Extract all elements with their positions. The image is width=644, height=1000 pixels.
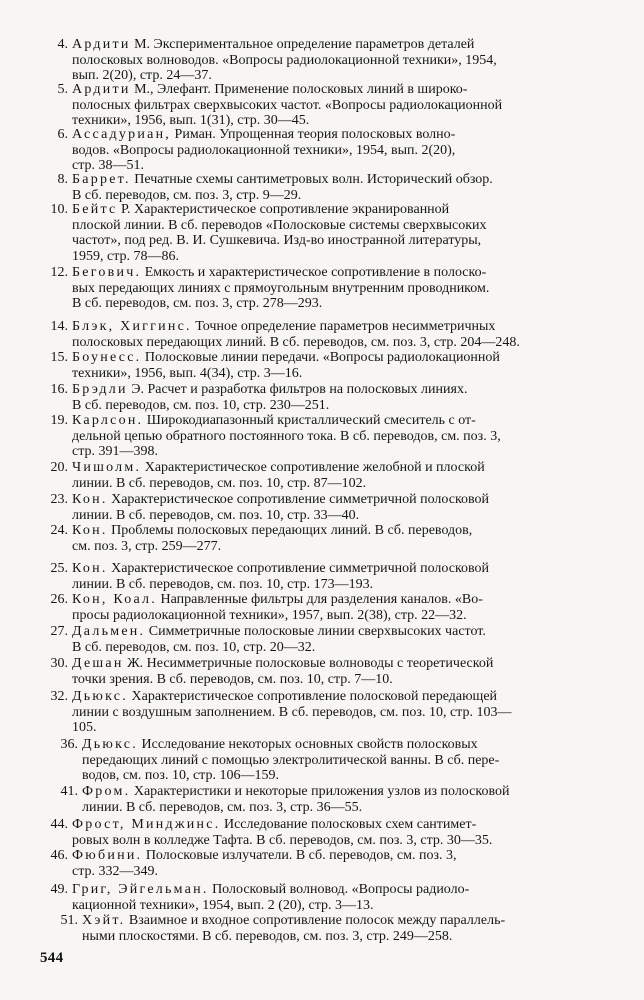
reference-line: просы радиолокационной техники», 1957, вып. 2(38), стр. 22—32. xyxy=(72,607,467,623)
reference-entry xyxy=(26,350,606,381)
reference-text: Полосковый волновод. «Вопросы радиоло- xyxy=(208,882,470,897)
reference-line xyxy=(26,561,606,577)
reference-number: 20. xyxy=(50,460,68,475)
reference-text: Характеристическое сопротивление желобной и плоской xyxy=(141,460,485,475)
reference-line xyxy=(26,882,606,898)
reference-entry xyxy=(26,624,606,655)
reference-entry xyxy=(26,127,606,174)
reference-entry xyxy=(26,202,606,264)
reference-number: 6. xyxy=(57,127,68,142)
reference-entry xyxy=(26,382,606,413)
reference-number: 25. xyxy=(50,561,68,576)
reference-line xyxy=(26,592,606,608)
reference-author: Брэдли xyxy=(72,382,128,397)
reference-entry xyxy=(26,37,606,84)
reference-entry xyxy=(26,913,606,944)
reference-line: кационной техники», 1954, вып. 2 (20), стр. 3—13. xyxy=(72,897,374,913)
reference-author: Дальмен. xyxy=(72,624,146,639)
reference-line xyxy=(26,817,606,833)
reference-author: Дьюкс. xyxy=(72,689,129,704)
reference-author: Боунесс. xyxy=(72,350,142,365)
reference-line xyxy=(26,202,606,218)
reference-author: Баррет. xyxy=(72,172,131,187)
reference-line: полосковых передающих линий. В сб. переводов, см. поз. 3, стр. 204—248. xyxy=(72,334,520,350)
reference-text: М. Экспериментальное определение параметров деталей xyxy=(130,37,475,52)
reference-author: Кон. xyxy=(72,523,108,538)
reference-number: 46. xyxy=(50,848,68,863)
reference-text: Печатные схемы сантиметровых волн. Исторический обзор. xyxy=(130,172,493,187)
reference-line xyxy=(26,265,606,281)
reference-line xyxy=(26,492,606,508)
reference-text: Э. Расчет и разработка фильтров на полосковых линиях. xyxy=(127,382,468,397)
reference-text: Широкодиапазонный кристаллический смеситель с от- xyxy=(143,413,476,428)
reference-line: линии. В сб. переводов, см. поз. 10, стр. 33—40. xyxy=(72,507,360,523)
reference-entry xyxy=(26,882,606,913)
reference-entry xyxy=(26,737,606,784)
reference-entry xyxy=(26,172,606,203)
reference-line xyxy=(26,350,606,366)
reference-entry xyxy=(26,319,606,350)
reference-line: В сб. переводов, см. поз. 10, стр. 20—32. xyxy=(72,639,316,655)
reference-number: 10. xyxy=(50,202,68,217)
reference-text: Р. Характеристическое сопротивление экранированной xyxy=(117,202,450,217)
page-number: 544 xyxy=(40,950,64,966)
reference-number: 49. xyxy=(50,882,68,897)
reference-text: Точное определение параметров несимметричных xyxy=(191,319,496,334)
reference-line: полосных фильтрах сверхвысоких частот. «Вопросы радиолокационной xyxy=(72,97,503,113)
reference-line: линии с воздушным заполнением. В сб. переводов, см. поз. 10, стр. 103— xyxy=(72,704,512,720)
reference-line: линии. В сб. переводов, см. поз. 3, стр. 36—55. xyxy=(82,799,363,815)
reference-line xyxy=(26,848,606,864)
reference-line xyxy=(26,656,606,672)
reference-line: водов, см. поз. 10, стр. 106—159. xyxy=(82,768,279,784)
reference-number: 12. xyxy=(50,265,68,280)
reference-text: Проблемы полосковых передающих линий. В сб. переводов, xyxy=(107,523,473,538)
reference-line: В сб. переводов, см. поз. 3, стр. 9—29. xyxy=(72,187,302,203)
reference-line xyxy=(26,689,606,705)
reference-line: вып. 2(20), стр. 24—37. xyxy=(72,68,212,84)
reference-entry xyxy=(26,523,606,554)
reference-author: Чишолм. xyxy=(72,460,142,475)
reference-line xyxy=(26,624,606,640)
reference-line xyxy=(26,460,606,476)
reference-author: Фром. xyxy=(82,784,131,799)
reference-line: точки зрения. В сб. переводов, см. поз. 10, стр. 7—10. xyxy=(72,671,393,687)
reference-line xyxy=(26,319,606,335)
reference-line: ровых волн в колледже Тафта. В сб. переводов, см. поз. 3, стр. 30—35. xyxy=(72,832,493,848)
reference-line: В сб. переводов, см. поз. 3, стр. 278—293. xyxy=(72,296,323,312)
reference-number: 4. xyxy=(57,37,68,52)
reference-line: стр. 38—51. xyxy=(72,158,145,174)
reference-author: Фрост, Минджинс. xyxy=(72,817,221,832)
reference-text: Емкость и характеристическое сопротивление в полоско- xyxy=(141,265,487,280)
reference-line: В сб. переводов, см. поз. 10, стр. 230—251. xyxy=(72,397,330,413)
reference-line: дельной цепью обратного постоянного тока. В сб. переводов, см. поз. 3, xyxy=(72,428,501,444)
reference-line: частот», под ред. В. И. Сушкевича. Изд-во иностранной литературы, xyxy=(72,233,482,249)
reference-number: 30. xyxy=(50,656,68,671)
reference-line: водов. «Вопросы радиолокационной техники», 1954, вып. 2(20), xyxy=(72,142,456,158)
reference-line: стр. 332—349. xyxy=(72,863,159,879)
reference-author: Блэк, Хиггинс. xyxy=(72,319,192,334)
reference-number: 44. xyxy=(50,817,68,832)
reference-line: 105. xyxy=(72,720,97,736)
reference-entry xyxy=(26,82,606,129)
reference-text: Характеристическое сопротивление симметричной полосковой xyxy=(107,492,490,507)
reference-number: 23. xyxy=(50,492,68,507)
reference-line: 1959, стр. 78—86. xyxy=(72,248,180,264)
reference-author: Дешан xyxy=(72,656,124,671)
reference-author: Фюбини. xyxy=(72,848,143,863)
reference-number: 24. xyxy=(50,523,68,538)
reference-author: Хэйт. xyxy=(82,913,126,928)
reference-entry xyxy=(26,784,606,815)
reference-text: Полосковые излучатели. В сб. переводов, см. поз. 3, xyxy=(142,848,457,863)
reference-number: 51. xyxy=(60,913,78,928)
reference-text: Исследование полосковых схем сантимет- xyxy=(220,817,477,832)
reference-number: 5. xyxy=(57,82,68,97)
reference-entry xyxy=(26,592,606,623)
reference-line: ными плоскостями. В сб. переводов, см. поз. 3, стр. 249—258. xyxy=(82,928,453,944)
reference-line xyxy=(26,523,606,539)
reference-author: Ассадуриан, xyxy=(72,127,172,142)
reference-line: стр. 391—398. xyxy=(72,444,159,460)
reference-line: см. поз. 3, стр. 259—277. xyxy=(72,538,222,554)
reference-author: Григ, Эйгельман. xyxy=(72,882,209,897)
reference-text: Риман. Упрощенная теория полосковых волно- xyxy=(171,127,456,142)
reference-number: 26. xyxy=(50,592,68,607)
reference-author: Кон, Коал. xyxy=(72,592,157,607)
reference-text: Характеристическое сопротивление симметричной полосковой xyxy=(107,561,490,576)
reference-line: передающих линий с помощью электролитической ванны. В сб. пере- xyxy=(82,752,500,768)
reference-line xyxy=(26,172,606,188)
reference-line: плоской линии. В сб. переводов «Полосковые системы сверхвысоких xyxy=(72,217,487,233)
reference-author: Ардити xyxy=(72,82,131,97)
reference-author: Дьюкс. xyxy=(82,737,139,752)
reference-text: Симметричные полосковые линии сверхвысоких частот. xyxy=(145,624,486,639)
reference-line xyxy=(26,82,606,98)
reference-line: линии. В сб. переводов, см. поз. 10, стр. 87—102. xyxy=(72,475,367,491)
reference-entry xyxy=(26,656,606,687)
reference-number: 27. xyxy=(50,624,68,639)
reference-line xyxy=(26,413,606,429)
reference-line xyxy=(26,913,606,929)
reference-number: 36. xyxy=(60,737,78,752)
reference-text: Направленные фильтры для разделения каналов. «Во- xyxy=(157,592,483,607)
reference-text: Характеристическое сопротивление полосковой передающей xyxy=(128,689,498,704)
reference-line xyxy=(26,784,606,800)
reference-line xyxy=(26,737,606,753)
reference-entry xyxy=(26,689,606,736)
reference-text: Ж. Несимметричные полосковые волноводы с теоретической xyxy=(123,656,494,671)
reference-entry xyxy=(26,460,606,491)
reference-line xyxy=(26,127,606,143)
reference-number: 19. xyxy=(50,413,68,428)
reference-author: Бегович. xyxy=(72,265,142,280)
reference-text: Полосковые линии передачи. «Вопросы радиолокационной xyxy=(141,350,500,365)
reference-number: 8. xyxy=(57,172,68,187)
reference-number: 15. xyxy=(50,350,68,365)
reference-author: Бейтс xyxy=(72,202,118,217)
reference-text: Характеристики и некоторые приложения узлов из полосковой xyxy=(130,784,510,799)
reference-entry xyxy=(26,492,606,523)
reference-entry xyxy=(26,817,606,848)
reference-line: вых передающих линиях с прямоугольным внутренним проводником. xyxy=(72,280,490,296)
reference-number: 32. xyxy=(50,689,68,704)
reference-number: 14. xyxy=(50,319,68,334)
reference-text: М., Элефант. Применение полосковых линий в широко- xyxy=(130,82,468,97)
reference-line xyxy=(26,382,606,398)
reference-text: Взаимное и входное сопротивление полосок между параллель- xyxy=(125,913,506,928)
reference-number: 16. xyxy=(50,382,68,397)
reference-author: Кон. xyxy=(72,561,108,576)
reference-entry xyxy=(26,848,606,879)
reference-line xyxy=(26,37,606,53)
reference-author: Кон. xyxy=(72,492,108,507)
reference-line: техники», 1956, вып. 1(31), стр. 30—45. xyxy=(72,113,310,129)
reference-line: техники», 1956, вып. 4(34), стр. 3—16. xyxy=(72,365,303,381)
reference-entry xyxy=(26,413,606,460)
reference-line: линии. В сб. переводов, см. поз. 10, стр. 173—193. xyxy=(72,576,374,592)
reference-author: Ардити xyxy=(72,37,131,52)
reference-entry xyxy=(26,265,606,312)
reference-entry xyxy=(26,561,606,592)
reference-number: 41. xyxy=(60,784,78,799)
reference-text: Исследование некоторых основных свойств полосковых xyxy=(138,737,478,752)
reference-author: Карлсон. xyxy=(72,413,144,428)
reference-line: полосковых волноводов. «Вопросы радиолокационной техники», 1954, xyxy=(72,52,497,68)
